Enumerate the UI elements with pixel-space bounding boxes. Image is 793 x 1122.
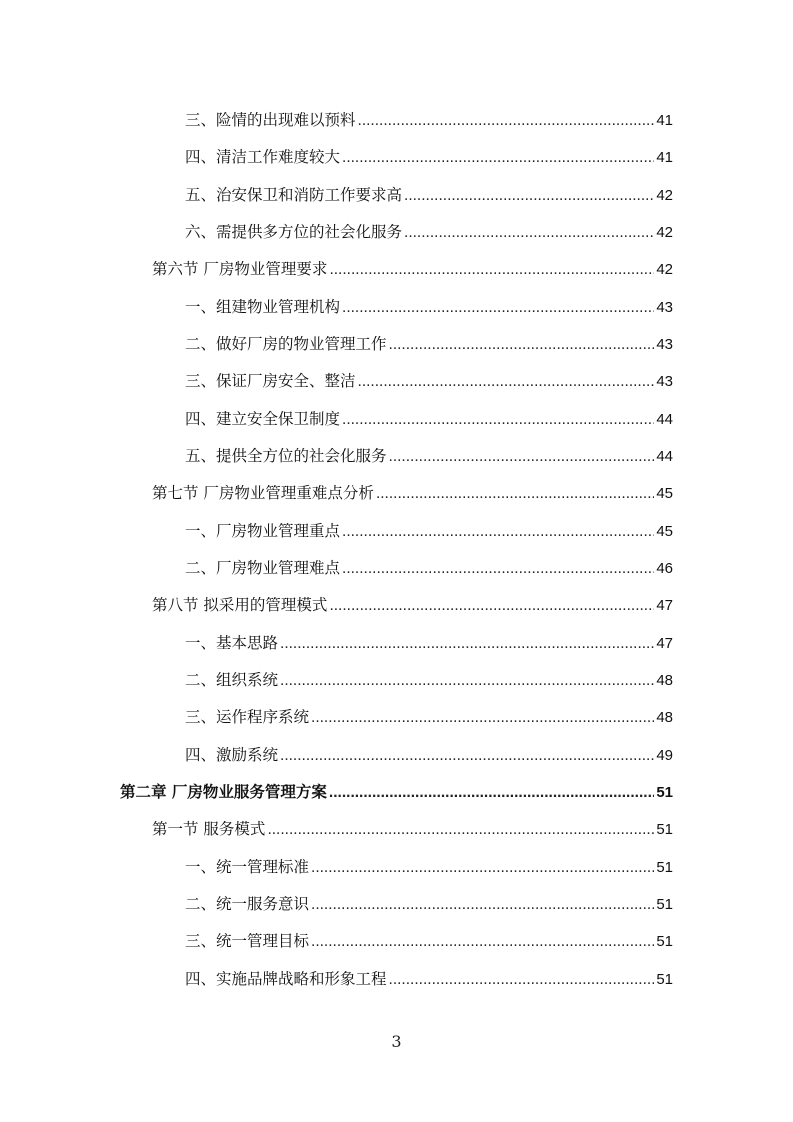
toc-entry-label: 三、保证厂房安全、整洁 [185, 372, 356, 390]
dot-leader [329, 781, 654, 805]
toc-entry-page: 51 [656, 821, 673, 838]
toc-entry[interactable] [185, 967, 673, 991]
toc-entry[interactable] [152, 481, 673, 505]
toc-entry-page: 51 [656, 896, 673, 913]
toc-entry-page: 51 [656, 859, 673, 876]
toc-entry[interactable] [152, 593, 673, 617]
dot-leader [311, 893, 654, 917]
toc-entry[interactable] [185, 183, 673, 207]
toc-entry[interactable] [185, 556, 673, 580]
toc-entry-page: 49 [656, 747, 673, 764]
toc-entry-page: 48 [656, 709, 673, 726]
toc-entry-page: 47 [656, 597, 673, 614]
toc-entry-label: 五、治安保卫和消防工作要求高 [185, 186, 403, 204]
dot-leader [311, 706, 654, 730]
toc-entry[interactable] [185, 743, 673, 767]
toc-entry[interactable] [185, 668, 673, 692]
dot-leader [342, 146, 654, 170]
toc-entry-page: 41 [656, 112, 673, 129]
toc-entry-page: 43 [656, 336, 673, 353]
dot-leader [389, 445, 655, 469]
toc-entry-label: 二、统一服务意识 [185, 895, 310, 913]
dot-leader [389, 968, 655, 992]
toc-entry[interactable] [152, 817, 673, 841]
toc-entry-page: 45 [656, 523, 673, 540]
toc-entry-label: 三、统一管理目标 [185, 932, 310, 950]
toc-entry-label: 第八节 拟采用的管理模式 [152, 596, 328, 614]
toc-entry-label: 第六节 厂房物业管理要求 [152, 260, 328, 278]
dot-leader [311, 930, 654, 954]
toc-entry-label: 四、激励系统 [185, 746, 279, 764]
toc-entry-page: 47 [656, 635, 673, 652]
toc-entry[interactable] [185, 220, 673, 244]
toc-entry-page: 44 [656, 411, 673, 428]
toc-entry-label: 一、组建物业管理机构 [185, 298, 341, 316]
toc-entry-page: 46 [656, 560, 673, 577]
toc-entry[interactable] [185, 705, 673, 729]
toc-entry-page: 45 [656, 485, 673, 502]
dot-leader [342, 408, 654, 432]
dot-leader [280, 744, 654, 768]
toc-entry[interactable] [185, 444, 673, 468]
dot-leader [358, 109, 655, 133]
toc-entry-label: 四、建立安全保卫制度 [185, 410, 341, 428]
dot-leader [311, 856, 654, 880]
toc-entry[interactable] [185, 332, 673, 356]
toc-entry-page: 51 [656, 784, 673, 801]
toc-entry-label: 二、组织系统 [185, 671, 279, 689]
toc-entry[interactable] [185, 855, 673, 879]
toc-entry-page: 44 [656, 448, 673, 465]
toc-entry-label: 一、统一管理标准 [185, 858, 310, 876]
toc-entry-label: 第七节 厂房物业管理重难点分析 [152, 484, 374, 502]
dot-leader [280, 669, 654, 693]
toc-entry[interactable] [185, 295, 673, 319]
dot-leader [329, 594, 654, 618]
dot-leader [358, 370, 655, 394]
toc-entry-page: 41 [656, 149, 673, 166]
toc-entry-label: 一、基本思路 [185, 634, 279, 652]
toc-entry-page: 43 [656, 299, 673, 316]
toc-entry-label: 第二章 厂房物业服务管理方案 [120, 783, 327, 801]
toc-entry-label: 四、实施品牌战略和形象工程 [185, 970, 387, 988]
toc-entry-page: 48 [656, 672, 673, 689]
toc-entry-label: 四、清洁工作难度较大 [185, 148, 341, 166]
toc-entry[interactable] [185, 407, 673, 431]
toc-entry-label: 六、需提供多方位的社会化服务 [185, 223, 403, 241]
toc-entry[interactable] [185, 929, 673, 953]
toc-entry[interactable] [185, 519, 673, 543]
dot-leader [342, 296, 654, 320]
page-number: 3 [391, 1032, 402, 1051]
dot-leader [280, 632, 654, 656]
toc-entry[interactable] [185, 145, 673, 169]
toc-entry-label: 二、厂房物业管理难点 [185, 559, 341, 577]
dot-leader [376, 482, 654, 506]
toc-entry[interactable] [185, 631, 673, 655]
toc-entry-page: 43 [656, 373, 673, 390]
toc-entry-label: 第一节 服务模式 [152, 820, 266, 838]
toc-entry-page: 51 [656, 971, 673, 988]
dot-leader [267, 818, 654, 842]
toc-entry-page: 51 [656, 933, 673, 950]
dot-leader [342, 520, 654, 544]
toc-entry[interactable] [185, 892, 673, 916]
toc-entry-page: 42 [656, 224, 673, 241]
toc-entry[interactable] [185, 369, 673, 393]
toc-entry-label: 二、做好厂房的物业管理工作 [185, 335, 387, 353]
dot-leader [404, 184, 654, 208]
toc-entry-label: 一、厂房物业管理重点 [185, 522, 341, 540]
dot-leader [342, 557, 654, 581]
dot-leader [389, 333, 655, 357]
toc-entry-label: 三、险情的出现难以预料 [185, 111, 356, 129]
toc-entry-page: 42 [656, 261, 673, 278]
dot-leader [329, 258, 654, 282]
toc-chapter-entry[interactable] [120, 780, 673, 804]
toc-entry-page: 42 [656, 187, 673, 204]
toc-entry-label: 五、提供全方位的社会化服务 [185, 447, 387, 465]
toc-entry[interactable] [152, 257, 673, 281]
dot-leader [404, 221, 654, 245]
toc-entry[interactable] [185, 108, 673, 132]
toc-entry-label: 三、运作程序系统 [185, 708, 310, 726]
